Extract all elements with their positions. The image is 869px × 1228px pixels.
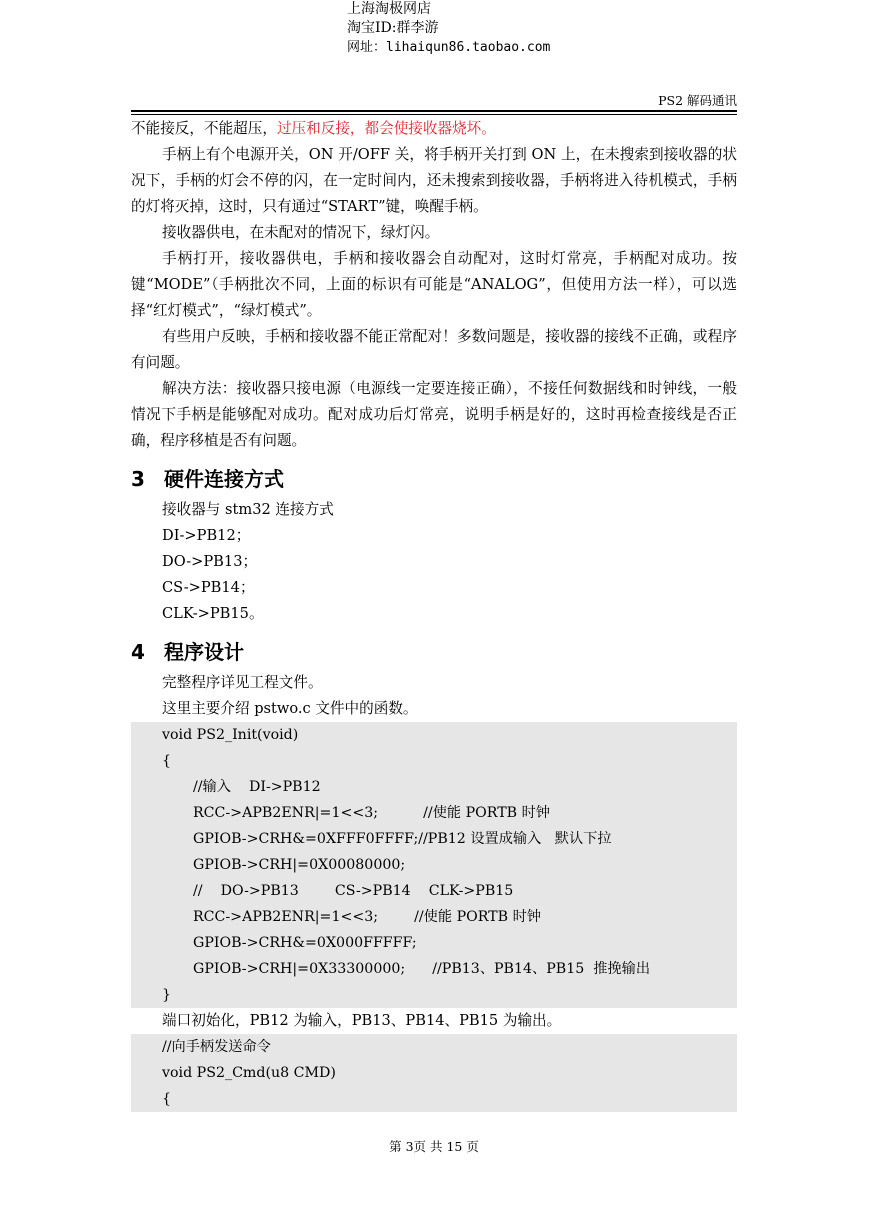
- paragraph-receiver-power: 接收器供电，在未配对的情况下，绿灯闪。: [162, 224, 440, 241]
- warning-red-text: 过压和反接，都会使接收器烧坏。: [276, 120, 496, 137]
- header-rule-thin: [131, 114, 737, 115]
- section-4-number: 4: [131, 640, 145, 664]
- connection-line: CS->PB14；: [162, 579, 255, 596]
- connection-line: DI->PB12；: [162, 527, 251, 544]
- section-3-title: 硬件连接方式: [164, 467, 284, 491]
- warning-text: 不能接反，不能超压，: [131, 120, 277, 137]
- code-line: {: [162, 1091, 172, 1107]
- code-block-ps2-cmd: [131, 1034, 737, 1112]
- header-rule-thick: [131, 110, 737, 112]
- paragraph-solution: 解决方法：接收器只接电源（电源线一定要连接正确），不接任何数据线和时钟线，一般情况下手柄是能够配对成功。配对成功后灯常亮，说明手柄是好的，这时再检查接线是否正确，程序移植是否有问题。: [131, 380, 737, 449]
- section-4-intro: 这里主要介绍 pstwo.c 文件中的函数。: [162, 700, 418, 717]
- section-3-heading: [131, 465, 737, 493]
- paragraph-power-switch: 手柄上有个电源开关，ON 开/OFF 关，将手柄开关打到 ON 上，在未搜索到接收器的状况下，手柄的灯会不停的闪，在一定时间内，还未搜索到接收器，手柄将进入待机模式，手柄的灯将灭掉，这时，只有通过“START”键，唤醒手柄。: [131, 146, 737, 215]
- running-header: PS2 解码通讯: [658, 93, 737, 108]
- code-line: void PS2_Cmd(u8 CMD): [162, 1065, 336, 1081]
- page-body: [131, 116, 737, 1112]
- section-4-title: 程序设计: [164, 640, 244, 664]
- code-line: //输入 DI->PB12: [193, 779, 321, 795]
- paragraph-issues: 有些用户反映，手柄和接收器不能正常配对！多数问题是，接收器的接线不正确，或程序有问题。: [131, 328, 737, 371]
- code-line: RCC->APB2ENR|=1<<3; //使能 PORTB 时钟: [193, 805, 550, 821]
- code-line: //向手柄发送命令: [162, 1039, 271, 1055]
- section-4-heading: [131, 638, 737, 666]
- section-4-intro: 完整程序详见工程文件。: [162, 674, 323, 691]
- code-line: RCC->APB2ENR|=1<<3; //使能 PORTB 时钟: [193, 909, 541, 925]
- page-footer: 第 3页 共 15 页: [389, 1139, 479, 1154]
- code-line: GPIOB->CRH&=0XFFF0FFFF;//PB12 设置成输入 默认下拉: [193, 831, 612, 847]
- code-line: // DO->PB13 CS->PB14 CLK->PB15: [193, 883, 514, 899]
- connection-line: 接收器与 stm32 连接方式: [162, 501, 334, 518]
- section-3-number: 3: [131, 467, 145, 491]
- paragraph-pairing: 手柄打开，接收器供电，手柄和接收器会自动配对，这时灯常亮，手柄配对成功。按键“MODE”（手柄批次不同，上面的标识有可能是“ANALOG”，但使用方法一样），可以选择“红灯模式”，“绿灯模式”。: [131, 250, 737, 319]
- connection-line: CLK->PB15。: [162, 605, 264, 622]
- taobao-id: 淘宝ID:群李游: [347, 20, 439, 36]
- code-line: }: [162, 987, 172, 1003]
- connection-line: DO->PB13；: [162, 553, 258, 570]
- shop-header: [347, 0, 550, 57]
- code-line: GPIOB->CRH|=0X33300000; //PB13、PB14、PB15 推挽输出: [193, 961, 651, 977]
- code-line: {: [162, 753, 172, 769]
- code-block-ps2-init: [131, 722, 737, 1008]
- port-init-note: 端口初始化，PB12 为输入，PB13、PB14、PB15 为输出。: [162, 1012, 562, 1029]
- shop-url: 网址：lihaiqun86.taobao.com: [347, 40, 551, 55]
- shop-name: 上海淘极网店: [347, 1, 431, 17]
- code-line: void PS2_Init(void): [162, 727, 299, 743]
- code-line: GPIOB->CRH&=0X000FFFFF;: [193, 935, 417, 951]
- code-line: GPIOB->CRH|=0X00080000;: [193, 857, 406, 873]
- paragraph-warning: [131, 116, 737, 142]
